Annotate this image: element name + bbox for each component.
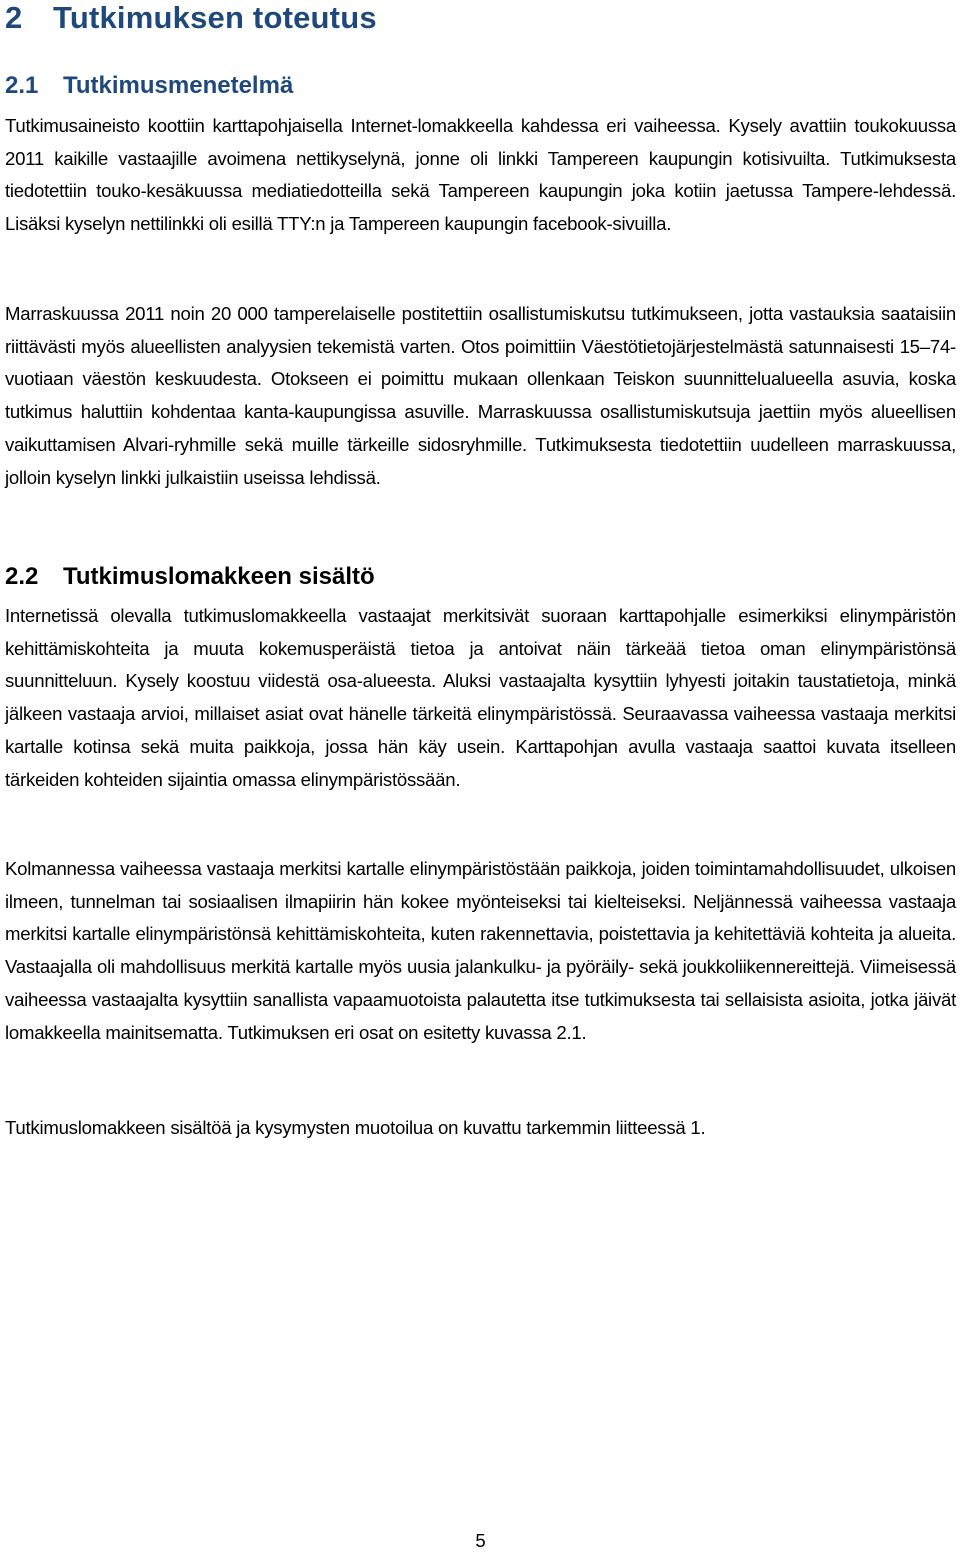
section-heading-2-1	[5, 72, 293, 100]
section-title: Tutkimusmenetelmä	[63, 72, 294, 99]
section-title: Tutkimuslomakkeen sisältö	[63, 563, 375, 590]
paragraph-2-1-2: Marraskuussa 2011 noin 20 000 tamperelaiselle postitettiin osallistumiskutsu tutkimukseen, jotta vastauksia saataisiin riittävästi myös alueellisten analyysien tekemistä varten. Otos poimittiin Väestötietojärjestelmästä satunnaisesti 15–74-vuotiaan väestön keskuudesta. Otokseen ei poimittu mukaan ollenkaan Teiskon suunnittelualueella asuvia, koska tutkimus haluttiin kohdentaa kanta-kaupungissa asuville. Marraskuussa osallistumiskutsuja jaettiin myös alueellisen vaikuttamisen Alvari-ryhmille sekä muille tärkeille sidosryhmille. Tutkimuksesta tiedotettiin uudelleen marraskuussa, jolloin kyselyn linkki julkaistiin useissa lehdissä.	[5, 303, 956, 488]
chapter-number: 2	[5, 0, 23, 35]
section-number: 2.1	[5, 72, 39, 99]
chapter-title: Tutkimuksen toteutus	[53, 0, 377, 35]
paragraph-2-2-2: Kolmannessa vaiheessa vastaaja merkitsi kartalle elinympäristöstään paikkoja, joiden toimintamahdollisuudet, ulkoisen ilmeen, tunnelman tai sosiaalisen ilmapiirin hän kokee myönteiseksi tai kielteiseksi. Neljännessä vaiheessa vastaaja merkitsi kartalle elinympäristönsä kehittämiskohteita, kuten rakennettavia, poistettavia ja kehitettäviä kohteita ja alueita. Vastaajalla oli mahdollisuus merkitä kartalle myös uusia jalankulku- ja pyöräily- sekä joukkoliikennereittejä. Viimeisessä vaiheessa vastaajalta kysyttiin sanallista vapaamuotoista palautetta itse tutkimuksesta tai sellaisista asioita, jotka jäivät lomakkeella mainitsematta. Tutkimuksen eri osat on esitetty kuvassa 2.1.	[5, 858, 956, 1043]
section-number: 2.2	[5, 563, 39, 590]
chapter-heading	[5, 0, 377, 36]
document-page	[5, 0, 956, 1557]
section-heading-2-2	[5, 563, 375, 591]
page-number: 5	[475, 1530, 486, 1551]
paragraph-2-1-1: Tutkimusaineisto koottiin karttapohjaisella Internet-lomakkeella kahdessa eri vaiheessa. Kysely avattiin toukokuussa 2011 kaikille vastaajille avoimena nettikyselynä, jonne oli linkki Tampereen kaupungin kotisivuilta. Tutkimuksesta tiedotettiin touko-kesäkuussa mediatiedotteilla sekä Tampereen kaupungin joka kotiin jaetussa Tampere-lehdessä. Lisäksi kyselyn nettilinkki oli esillä TTY:n ja Tampereen kaupungin facebook-sivuilla.	[5, 115, 956, 235]
paragraph-2-2-1: Internetissä olevalla tutkimuslomakkeella vastaajat merkitsivät suoraan karttapohjalle esimerkiksi elinympäristön kehittämiskohteita ja muuta kokemusperäistä tietoa ja antoivat näin tärkeää tietoa oman elinympäristönsä suunnitteluun. Kysely koostuu viidestä osa-alueesta. Aluksi vastaajalta kysyttiin lyhyesti joitakin taustatietoja, minkä jälkeen vastaaja arvioi, millaiset asiat ovat hänelle tärkeitä elinympäristössä. Seuraavassa vaiheessa vastaaja merkitsi kartalle kotinsa sekä muita paikkoja, jossa hän käy usein. Karttapohjan avulla vastaaja saattoi kuvata itselleen tärkeiden kohteiden sijaintia omassa elinympäristössään.	[5, 605, 956, 790]
paragraph-2-2-3: Tutkimuslomakkeen sisältöä ja kysymysten muotoilua on kuvattu tarkemmin liitteessä 1.	[5, 1117, 706, 1138]
